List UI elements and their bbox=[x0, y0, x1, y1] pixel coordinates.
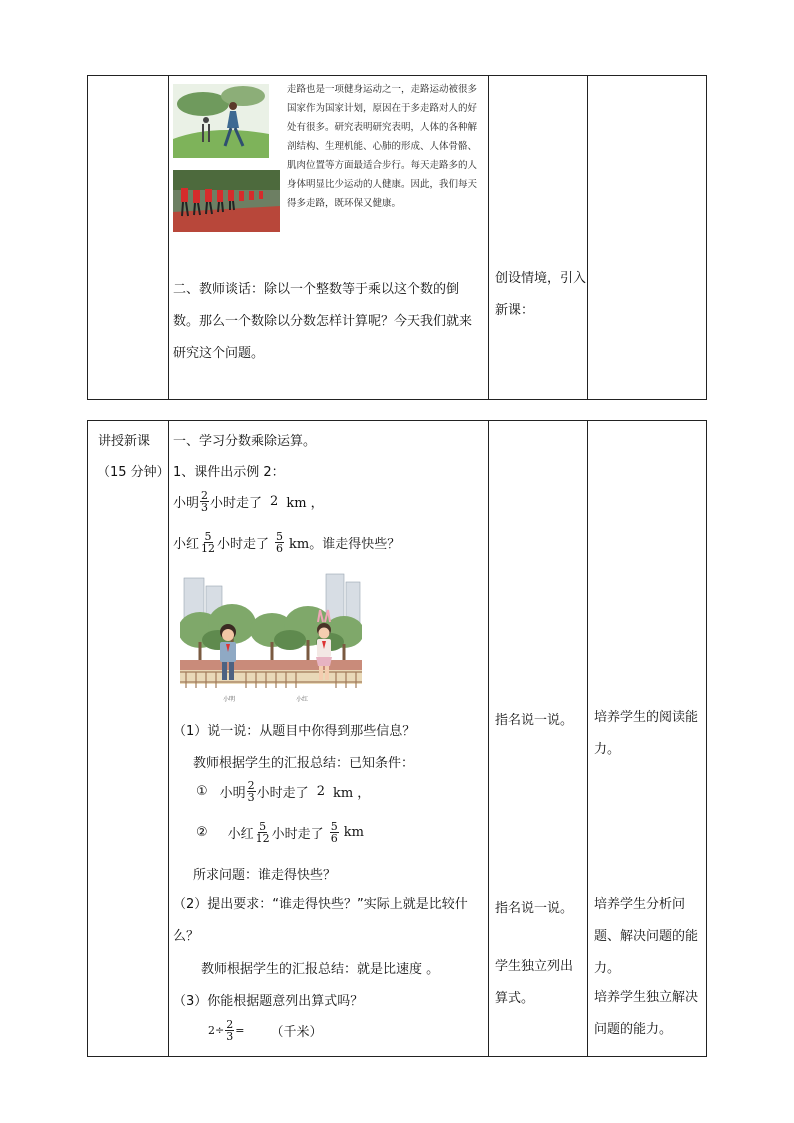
column-divider bbox=[168, 421, 169, 1056]
fraction-denominator: 12 bbox=[201, 542, 216, 555]
section-title: 一、学习分数乘除运算。 bbox=[173, 434, 317, 449]
design-goal-2: 培养学生分析问题、解决问题的能力。 bbox=[594, 897, 699, 976]
park-illustration bbox=[180, 572, 362, 706]
walked-text: 小时走了 bbox=[210, 496, 263, 511]
student-activity-3: 学生独立列出算式。 bbox=[495, 959, 574, 1006]
example-xiaoming bbox=[173, 490, 324, 513]
student-activity-intro: 创设情境，引入新课： bbox=[495, 271, 587, 318]
time-fraction bbox=[255, 821, 271, 844]
teacher-summary-2: 教师根据学生的汇报总结：就是比速度 。 bbox=[201, 962, 440, 977]
fraction-denominator: 12 bbox=[255, 832, 270, 845]
student-activity-2: 指名说一说。 bbox=[495, 901, 574, 916]
time-fraction bbox=[247, 780, 256, 803]
fraction-denominator: 6 bbox=[330, 832, 338, 845]
step-1-label: 1、课件出示例 2： bbox=[173, 465, 285, 480]
time-fraction bbox=[200, 490, 209, 513]
question-1: （1）说一说：从题目中你得到那些信息？ bbox=[173, 724, 416, 739]
distance-unit: km bbox=[343, 825, 364, 840]
formula-fraction bbox=[225, 1019, 234, 1042]
condition-2 bbox=[196, 821, 364, 844]
fraction-numerator: 2 bbox=[247, 779, 255, 792]
walking-photo-bottom bbox=[173, 170, 280, 232]
illustration-label-right: 小红 bbox=[296, 696, 309, 703]
column-divider bbox=[587, 76, 588, 399]
column-divider bbox=[168, 76, 169, 399]
walked-text: 小时走了 bbox=[271, 827, 324, 842]
design-goal-3: 培养学生独立解决问题的能力。 bbox=[594, 990, 699, 1037]
question-3: （3）你能根据题意列出算式吗？ bbox=[173, 994, 364, 1009]
distance-fraction bbox=[330, 821, 339, 844]
fraction-numerator: 2 bbox=[226, 1018, 234, 1031]
distance-unit: km ， bbox=[332, 786, 371, 801]
design-goal-1: 培养学生的阅读能力。 bbox=[594, 710, 699, 757]
distance-fraction bbox=[275, 531, 284, 554]
name-xiaohong: 小红 bbox=[173, 537, 200, 552]
column-divider bbox=[587, 421, 588, 1056]
name-xiaoming: 小明 bbox=[219, 786, 246, 801]
formula-dividend: 2÷ bbox=[208, 1024, 225, 1037]
fraction-denominator: 3 bbox=[247, 791, 255, 804]
question-text: km。谁走得快些？ bbox=[289, 537, 401, 552]
time-fraction bbox=[200, 531, 216, 554]
question-asked: 所求问题：谁走得快些？ bbox=[193, 868, 337, 883]
fraction-numerator: 5 bbox=[276, 530, 284, 543]
illustration-label-left: 小明 bbox=[223, 696, 236, 703]
column-divider bbox=[488, 421, 489, 1056]
fraction-denominator: 3 bbox=[226, 1030, 234, 1043]
walking-paragraph: 走路也是一项健身运动之一，走路运动被很多国家作为国家计划，原因在于多走路对人的好处有很多。研究表明研究表明，人体的各种解剖结构、生理机能、心肺的形成、人体骨骼、肌肉位置等方面最适合步行。每天走路多的人身体明显比少运动的人健康。因此，我们每天得多走路，既环保又健康。 bbox=[287, 84, 478, 209]
column-divider bbox=[488, 76, 489, 399]
condition-1 bbox=[196, 780, 370, 803]
division-formula bbox=[208, 1019, 322, 1042]
stage-duration: （15 分钟） bbox=[97, 465, 170, 480]
student-activity-1: 指名说一说。 bbox=[495, 713, 574, 728]
formula-unit: （千米） bbox=[270, 1025, 323, 1040]
fraction-denominator: 6 bbox=[276, 542, 284, 555]
teacher-summary-1: 教师根据学生的汇报总结：已知条件： bbox=[193, 756, 415, 771]
walked-text: 小时走了 bbox=[217, 537, 270, 552]
name-xiaoming: 小明 bbox=[173, 496, 200, 511]
example-xiaohong bbox=[173, 531, 400, 554]
fraction-numerator: 5 bbox=[259, 820, 267, 833]
walked-text: 小时走了 bbox=[256, 786, 309, 801]
fraction-numerator: 5 bbox=[204, 530, 212, 543]
formula-equals: = bbox=[235, 1024, 245, 1037]
teacher-talk-paragraph: 二、教师谈话：除以一个整数等于乘以这个数的倒数。那么一个数除以分数怎样计算呢？今天我们就来研究这个问题。 bbox=[173, 282, 473, 361]
walking-photo-top bbox=[173, 84, 269, 158]
condition-marker: ① bbox=[196, 784, 208, 799]
distance-unit: km ， bbox=[286, 496, 324, 511]
name-xiaohong: 小红 bbox=[227, 827, 254, 842]
distance-value: 2 bbox=[270, 494, 279, 509]
distance-value: 2 bbox=[316, 784, 325, 799]
fraction-numerator: 2 bbox=[201, 489, 209, 502]
fraction-denominator: 3 bbox=[201, 501, 209, 514]
fraction-numerator: 5 bbox=[330, 820, 338, 833]
stage-label: 讲授新课 bbox=[98, 434, 151, 449]
condition-marker: ② bbox=[196, 825, 208, 840]
question-2: （2）提出要求：“谁走得快些？”实际上就是比较什么？ bbox=[173, 897, 468, 944]
